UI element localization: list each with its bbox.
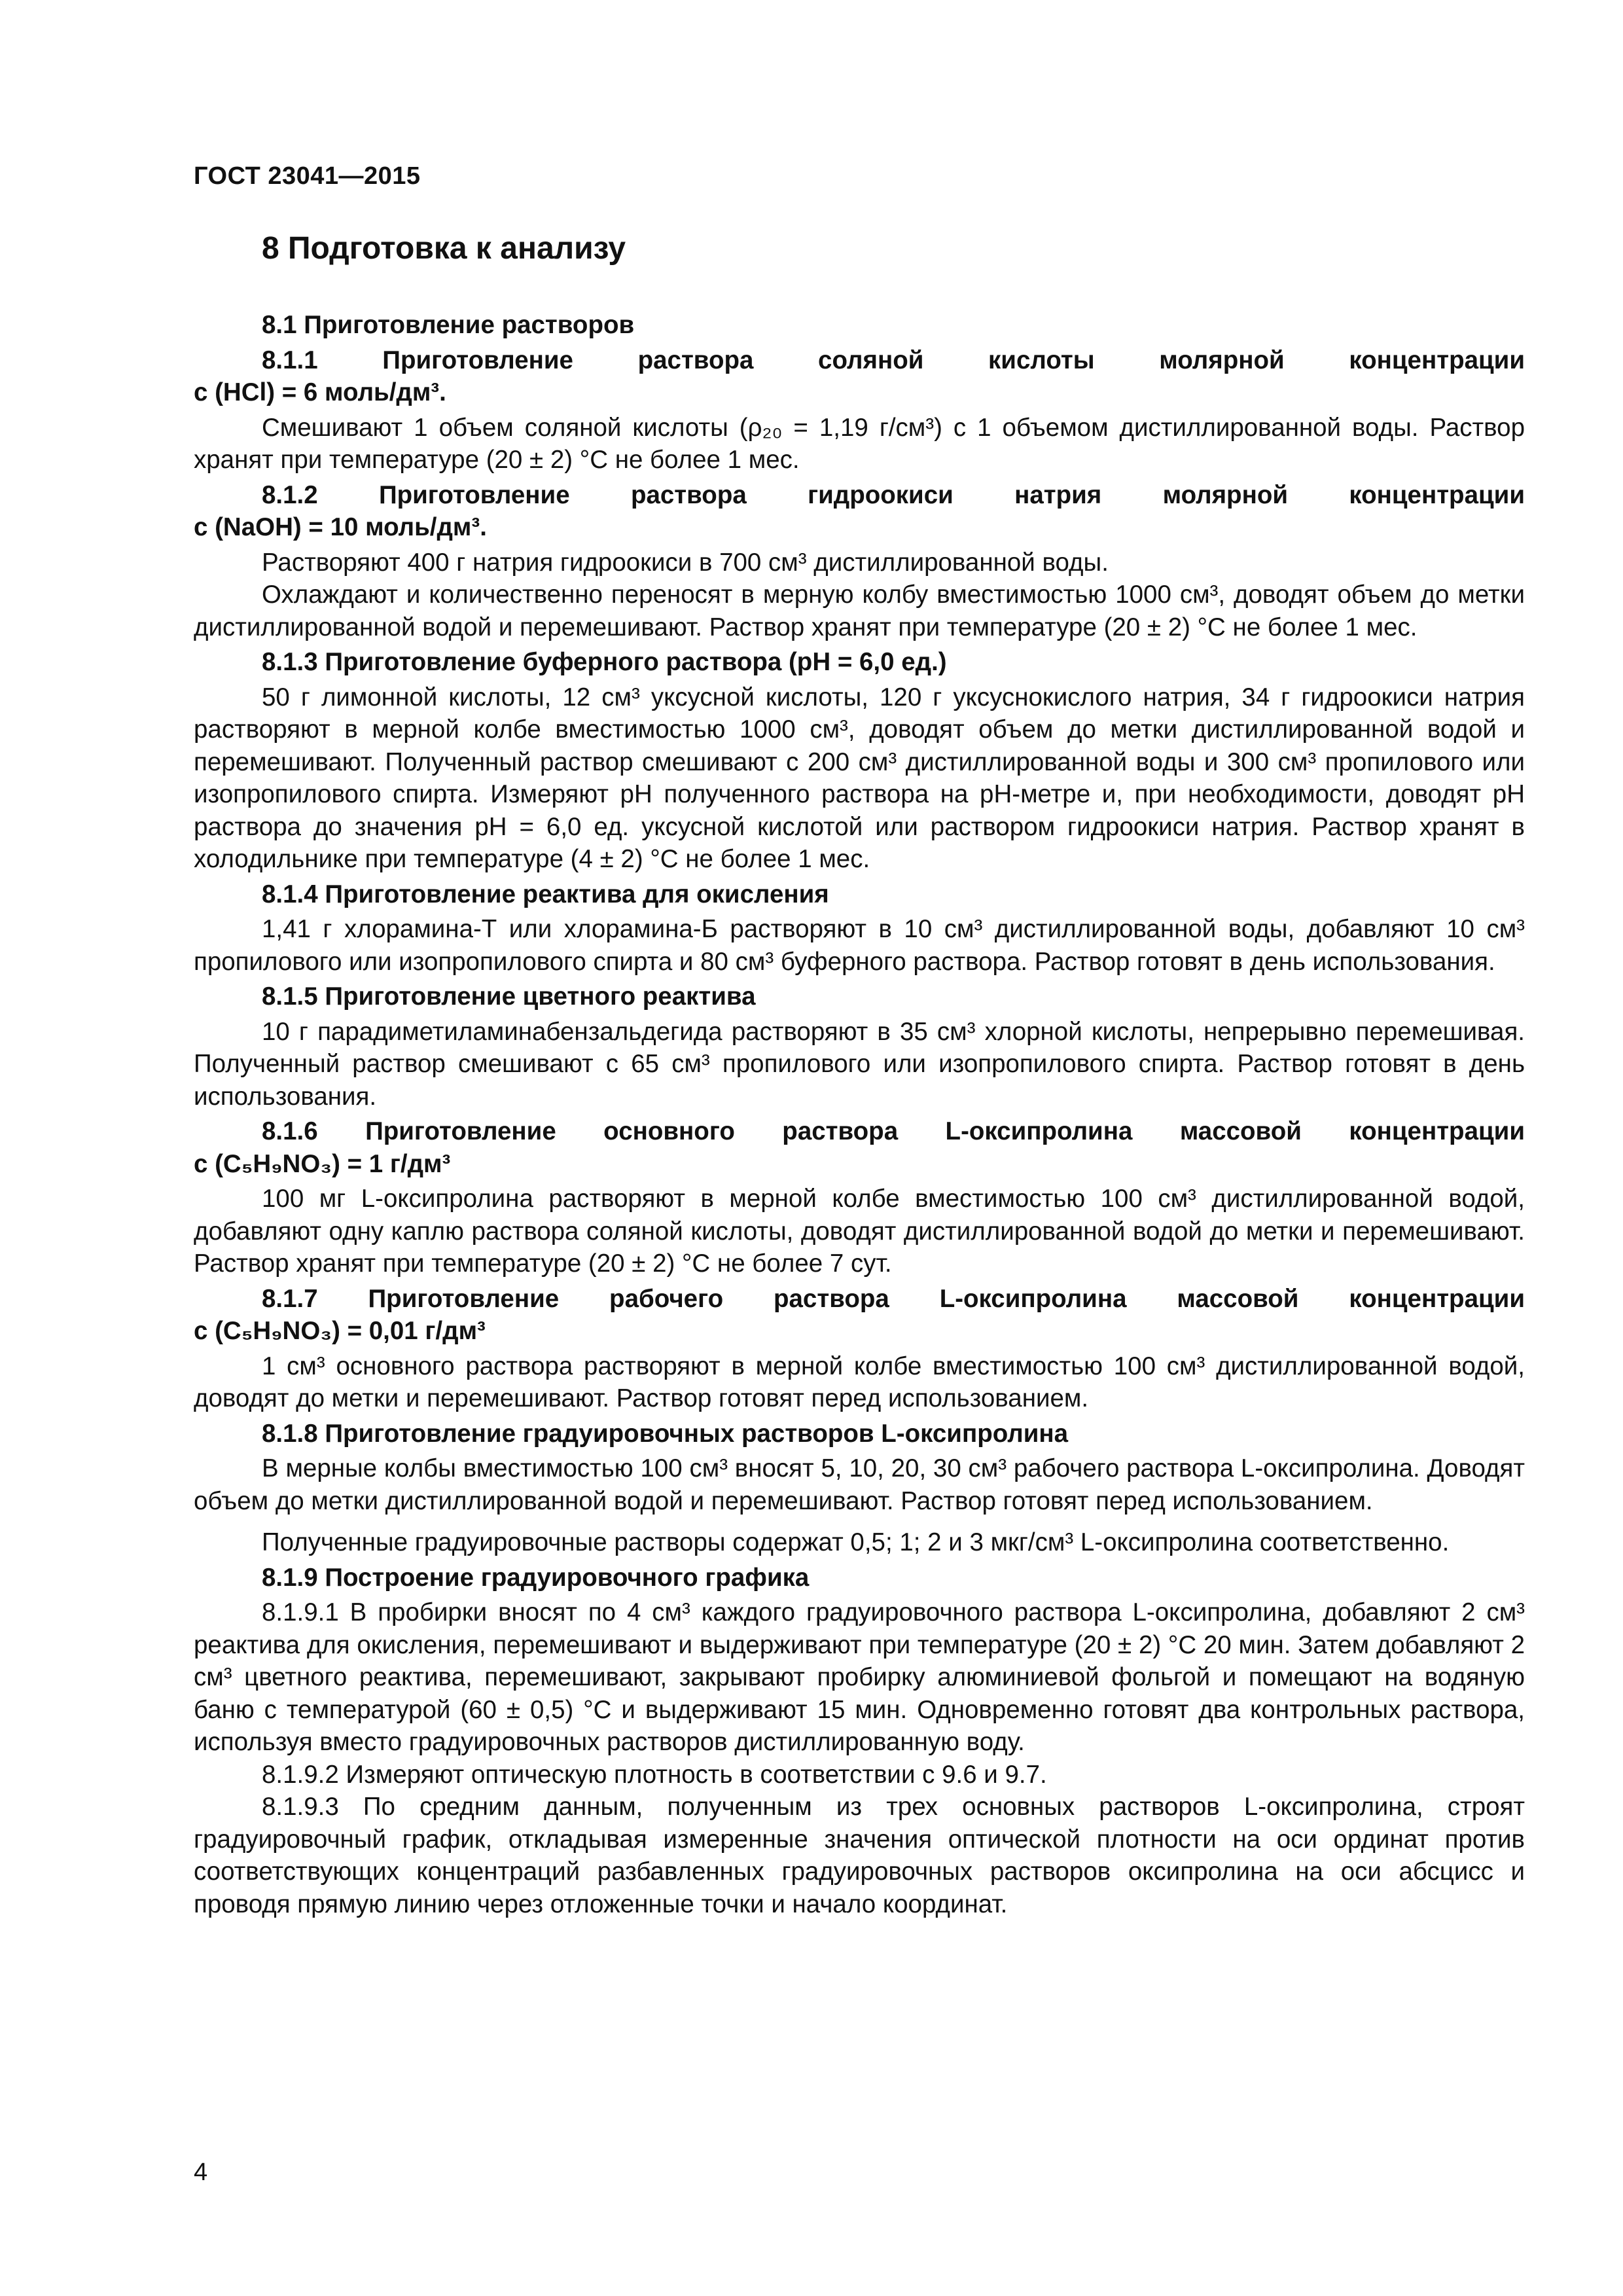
item-heading-8-1-2-formula: c (NaOH) = 10 моль/дм³. xyxy=(194,513,487,541)
item-heading-8-1-2: 8.1.2 Приготовление раствора гидроокиси натрия молярной концентрации xyxy=(262,480,1525,509)
item-heading-8-1-1: 8.1.1 Приготовление раствора соляной кислоты молярной концентрации xyxy=(262,346,1525,374)
item-paragraph: 1,41 г хлорамина-Т или хлорамина-Б растворяют в 10 см³ дистиллированной воды, добавляют 10 см³ пропилового или изопропилового спирта и 80 см³ буферного раствора. Раствор готовят в день использования. xyxy=(194,915,1525,976)
section-title: 8 Подготовка к анализу xyxy=(262,231,626,266)
item-paragraph: 1 см³ основного раствора растворяют в мерной колбе вместимостью 100 см³ дистиллированной водой, доводят до метки и перемешивают. Раствор готовят перед использованием. xyxy=(194,1352,1525,1412)
item-paragraph: Полученные градуировочные растворы содержат 0,5; 1; 2 и 3 мкг/см³ L-оксипролина соответственно. xyxy=(262,1528,1450,1556)
page-number: 4 xyxy=(194,2159,208,2186)
item-paragraph: Смешивают 1 объем соляной кислоты (ρ₂₀ = 1,19 г/см³) с 1 объемом дистиллированной воды. Раствор хранят при температуре (20 ± 2) °С не более 1 мес. xyxy=(194,413,1525,474)
document-code: ГОСТ 23041—2015 xyxy=(194,162,421,190)
item-heading-8-1-3: 8.1.3 Приготовление буферного раствора (pH = 6,0 ед.) xyxy=(262,648,947,676)
item-heading-8-1-5: 8.1.5 Приготовление цветного реактива xyxy=(262,982,756,1011)
item-paragraph: 50 г лимонной кислоты, 12 см³ уксусной кислоты, 120 г уксуснокислого натрия, 34 г гидроокиси натрия растворяют в мерной колбе вместимостью 1000 см³, доводят объем до метки дистиллированной водой и перемешивают. Полученный раствор смешивают с 200 см³ дистиллированной воды и 300 см³ пропилового или изопропилового спирта. Измеряют pH полученного раствора на pH-метре и, при необходимости, доводят pH раствора до значения pH = 6,0 ед. уксусной кислотой или раствором гидроокиси натрия. Раствор хранят в холодильнике при температуре (4 ± 2) °С не более 1 мес. xyxy=(194,683,1525,873)
item-heading-8-1-4: 8.1.4 Приготовление реактива для окисления xyxy=(262,880,829,908)
item-heading-8-1-7: 8.1.7 Приготовление рабочего раствора L-оксипролина массовой концентрации xyxy=(262,1284,1525,1313)
item-paragraph: Охлаждают и количественно переносят в мерную колбу вместимостью 1000 см³, доводят объем до метки дистиллированной водой и перемешивают. Раствор хранят при температуре (20 ± 2) °С не более 1 мес. xyxy=(194,581,1525,641)
item-paragraph: Растворяют 400 г натрия гидроокиси в 700 см³ дистиллированной воды. xyxy=(262,548,1109,577)
item-paragraph: 8.1.9.3 По средним данным, полученным из трех основных растворов L-оксипролина, строят градуировочный график, откладывая измеренные значения оптической плотности на оси ординат против соответствующих концентраций разбавленных градуировочных растворов оксипролина на оси абсцисс и проводя прямую линию через отложенные точки и начало координат. xyxy=(194,1793,1525,1918)
item-paragraph: 10 г парадиметиламинабензальдегида растворяют в 35 см³ хлорной кислоты, непрерывно перемешивая. Полученный раствор смешивают с 65 см³ пропилового или изопропилового спирта. Раствор готовят в день использования. xyxy=(194,1017,1525,1111)
item-heading-8-1-7-formula: c (C₅H₉NO₃) = 0,01 г/дм³ xyxy=(194,1317,486,1345)
item-heading-8-1-6-formula: c (C₅H₉NO₃) = 1 г/дм³ xyxy=(194,1149,451,1178)
item-heading-8-1-8: 8.1.8 Приготовление градуировочных растворов L-оксипролина xyxy=(262,1419,1069,1448)
item-paragraph: 100 мг L-оксипролина растворяют в мерной колбе вместимостью 100 см³ дистиллированной водой, добавляют одну каплю раствора соляной кислоты, доводят дистиллированной водой до метки и перемешивают. Раствор хранят при температуре (20 ± 2) °С не более 7 сут. xyxy=(194,1185,1525,1278)
subsection-heading: 8.1 Приготовление растворов xyxy=(262,311,635,339)
item-paragraph: 8.1.9.2 Измеряют оптическую плотность в соответствии с 9.6 и 9.7. xyxy=(262,1760,1047,1789)
page-content xyxy=(194,309,1525,1920)
item-heading-8-1-1-formula: c (HCl) = 6 моль/дм³. xyxy=(194,378,446,406)
item-paragraph: В мерные колбы вместимостью 100 см³ вносят 5, 10, 20, 30 см³ рабочего раствора L-оксипролина. Доводят объем до метки дистиллированной водой и перемешивают. Раствор готовят перед использованием. xyxy=(194,1454,1525,1515)
item-paragraph: 8.1.9.1 В пробирки вносят по 4 см³ каждого градуировочного раствора L-оксипролина, добавляют 2 см³ реактива для окисления, перемешивают и выдерживают при температуре (20 ± 2) °С 20 мин. Затем добавляют 2 см³ цветного реактива, перемешивают, закрывают пробирку алюминиевой фольгой и помещают на водяную баню с температурой (60 ± 0,5) °С и выдерживают 15 мин. Одновременно готовят два контрольных раствора, используя вместо градуировочных растворов дистиллированную воду. xyxy=(194,1598,1525,1756)
item-heading-8-1-9: 8.1.9 Построение градуировочного графика xyxy=(262,1563,810,1592)
item-heading-8-1-6: 8.1.6 Приготовление основного раствора L-оксипролина массовой концентрации xyxy=(262,1117,1525,1145)
